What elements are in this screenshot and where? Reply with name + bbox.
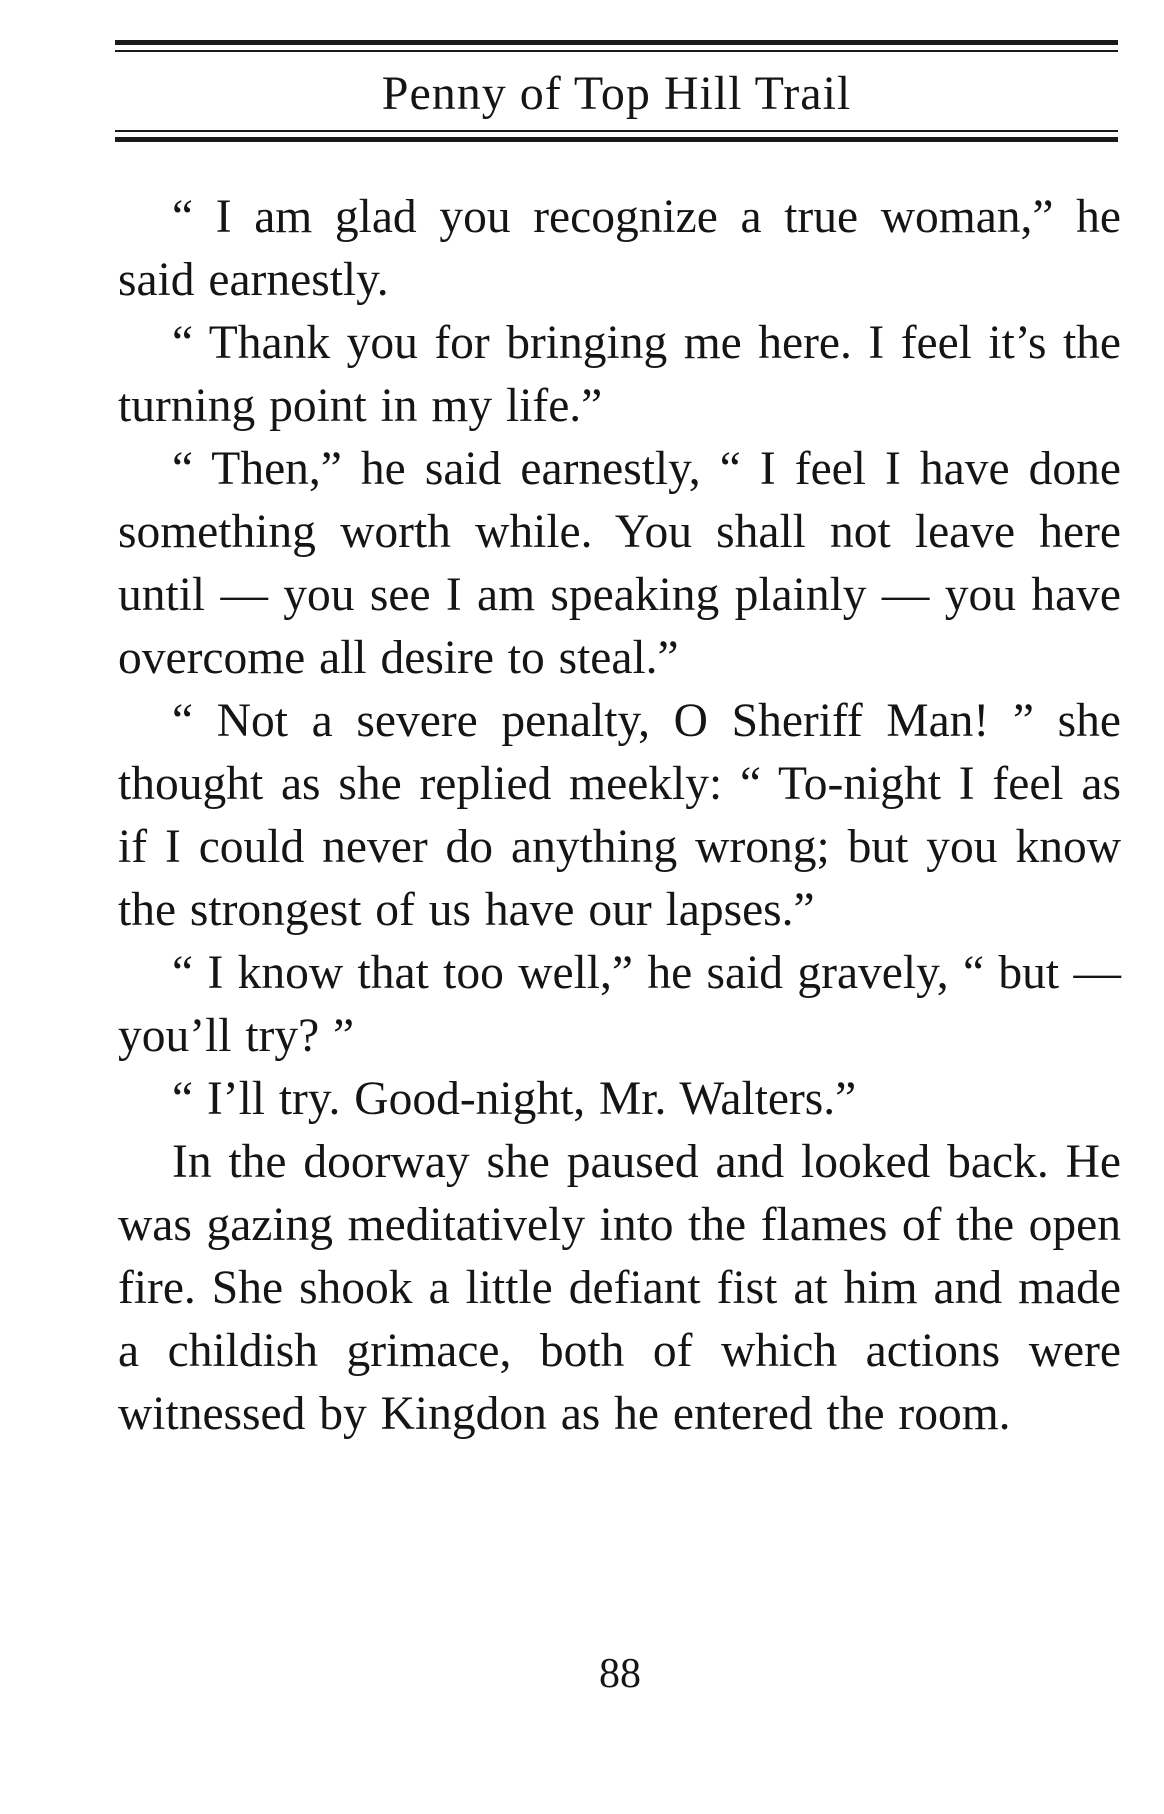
- header-rule-bottom-thin: [115, 130, 1118, 132]
- paragraph: “ Thank you for bringing me here. I feel it’s the turning point in my life.”: [118, 317, 1121, 432]
- header-rule-top: [115, 40, 1118, 52]
- paragraph: “ I am glad you recognize a true woman,” he said earnestly.: [118, 191, 1121, 306]
- paragraph: “ I know that too well,” he said gravely, “ but — you’ll try? ”: [118, 947, 1121, 1062]
- header-rule-top-thick: [115, 40, 1118, 45]
- header-rule-bottom-thick: [115, 137, 1118, 142]
- paragraph: “ Then,” he said earnestly, “ I feel I have done something worth while. You shall not leave here until — you see I am speaking plainly — you have overcome all desire to steal.”: [118, 443, 1121, 684]
- running-title: Penny of Top Hill Trail: [381, 67, 852, 120]
- paragraph: “ I’ll try. Good-night, Mr. Walters.”: [172, 1073, 857, 1125]
- header-rule-bottom: [115, 130, 1118, 142]
- paragraph: In the doorway she paused and looked back. He was gazing meditatively into the flames of the open fire. She shook a little defiant fist at him and made a childish grimace, both of which actions were witnessed by Kingdon as he entered the room.: [118, 1136, 1121, 1440]
- paragraph: “ Not a severe penalty, O Sheriff Man! ” she thought as she replied meekly: “ To-night I feel as if I could never do anything wrong; but you know the strongest of us have our lapses.”: [118, 695, 1121, 936]
- page-number: 88: [599, 1651, 641, 1697]
- header-rule-top-thin: [115, 50, 1118, 52]
- body-text: [118, 186, 1121, 1446]
